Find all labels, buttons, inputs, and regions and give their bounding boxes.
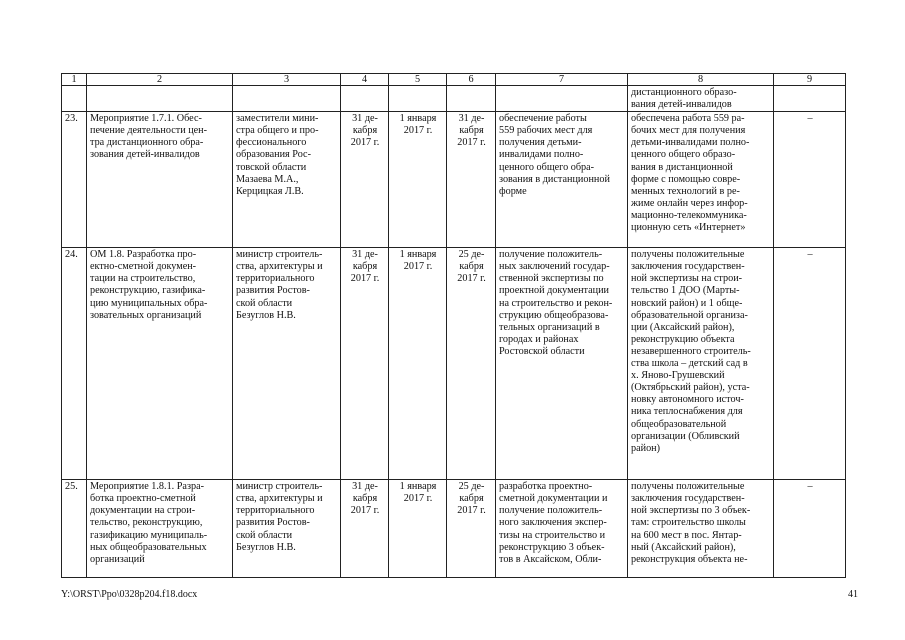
cont-cell-1 [62,86,87,112]
header-cell-3: 3 [233,74,341,86]
table-row [62,248,846,480]
actual-end-cell: 31 де- кабря 2017 г. [447,112,496,248]
row-number: 24. [62,248,87,480]
row-number: 23. [62,112,87,248]
page-number: 41 [848,589,858,600]
planned-start-cell: 31 де- кабря 2017 г. [341,248,389,480]
notes-cell: – [774,112,846,248]
header-cell-8: 8 [628,74,774,86]
header-cell-2: 2 [87,74,233,86]
actual-start-cell: 1 января 2017 г. [389,112,447,248]
table-header-row [62,74,846,86]
cont-cell-4 [341,86,389,112]
actual-result-cell: обеспечена работа 559 ра- бочих мест для получения детьми-инвалидами полно- ценного общего образо- вания в дистанционной форме с помощью совре- менных технологий в ре- жиме онлайн через инфор- мационно-телекоммуника- ционную сеть «Интернет» [628,112,774,248]
expected-result-cell: получение положитель- ных заключений государ- ственной экспертизы по проектной документации на строительство и рекон- струкцию общеобразова- тельных организаций в городах и районах Ростовской области [496,248,628,480]
header-cell-5: 5 [389,74,447,86]
notes-cell: – [774,248,846,480]
actual-result-cell: получены положительные заключения государствен- ной экспертизы по 3 объек- там: строительство школы на 600 мест в пос. Янтар- ный (Аксайский район), реконструкция объекта не- [628,480,774,578]
results-table [61,73,846,578]
event-cell: ОМ 1.8. Разработка про- ектно-сметной докумен- тации на строительство, реконструкцию, газифика- цию муниципальных обра- зовательных организаций [87,248,233,480]
cont-cell-8: дистанционного образо- вания детей-инвалидов [628,86,774,112]
actual-end-cell: 25 де- кабря 2017 г. [447,480,496,578]
cont-cell-5 [389,86,447,112]
header-cell-9: 9 [774,74,846,86]
cont-cell-3 [233,86,341,112]
row-number: 25. [62,480,87,578]
header-cell-6: 6 [447,74,496,86]
notes-cell: – [774,480,846,578]
cont-cell-6 [447,86,496,112]
actual-result-cell: получены положительные заключения государствен- ной экспертизы на строи- тельство 1 ДОО (Марты- новский район) и 1 обще- образовательной организа- ции (Аксайский район), реконструкцию объекта незавершенного строитель- ства школа – детский сад в х. Яново-Грушевский (Октябрьский район), уста- новку автономного источ- ника теплоснабжения для общеобразовательной организации (Обливский район) [628,248,774,480]
cont-cell-9 [774,86,846,112]
continuation-row [62,86,846,112]
expected-result-cell: разработка проектно- сметной документации и получение положитель- ного заключения экспер- тизы на строительство и реконструкцию 3 объек- тов в Аксайском, Обли- [496,480,628,578]
table-row [62,112,846,248]
responsible-cell: министр строитель- ства, архитектуры и территориального развития Ростов- ской области Безуглов Н.В. [233,248,341,480]
responsible-cell: министр строитель- ства, архитектуры и территориального развития Ростов- ской области Безуглов Н.В. [233,480,341,578]
footer-file-path: Y:\ORST\Ppo\0328p204.f18.docx [61,589,198,600]
actual-start-cell: 1 января 2017 г. [389,248,447,480]
table-row [62,480,846,578]
planned-start-cell: 31 де- кабря 2017 г. [341,112,389,248]
header-cell-7: 7 [496,74,628,86]
actual-end-cell: 25 де- кабря 2017 г. [447,248,496,480]
planned-start-cell: 31 де- кабря 2017 г. [341,480,389,578]
responsible-cell: заместители мини- стра общего и про- фессионального образования Рос- товской области Мазаева М.А., Керцицкая Л.В. [233,112,341,248]
header-cell-4: 4 [341,74,389,86]
expected-result-cell: обеспечение работы 559 рабочих мест для получения детьми- инвалидами полно- ценного общего обра- зования в дистанционной форме [496,112,628,248]
event-cell: Мероприятие 1.8.1. Разра- ботка проектно-сметной документации на строи- тельство, реконструкцию, газификацию муниципаль- ных общеобразовательных организаций [87,480,233,578]
cont-cell-2 [87,86,233,112]
event-cell: Мероприятие 1.7.1. Обес- печение деятельности цен- тра дистанционного обра- зования детей-инвалидов [87,112,233,248]
cont-cell-7 [496,86,628,112]
actual-start-cell: 1 января 2017 г. [389,480,447,578]
header-cell-1: 1 [62,74,87,86]
